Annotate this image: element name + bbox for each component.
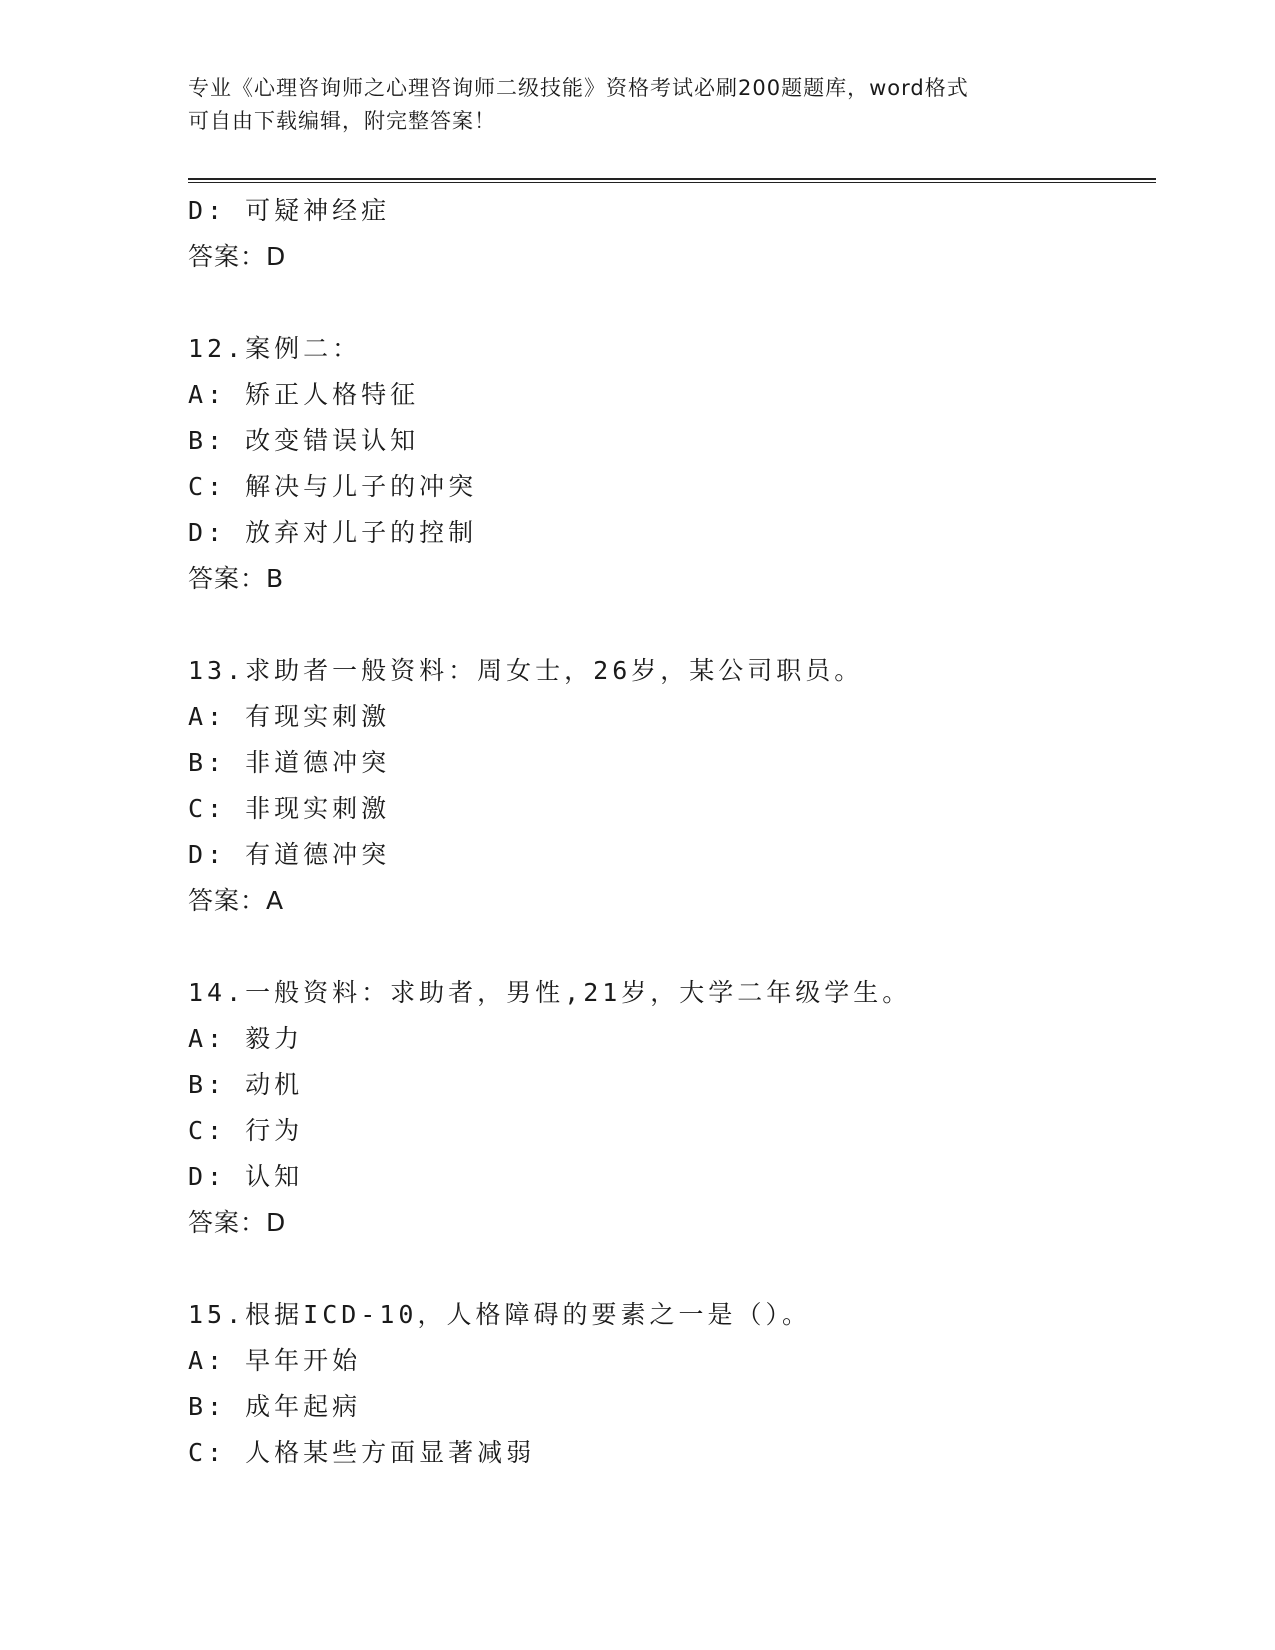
header-title-line-2: 可自由下载编辑，附完整答案！ xyxy=(188,109,496,133)
option-b: B: 非道德冲突 xyxy=(188,748,391,777)
option-d: D: 有道德冲突 xyxy=(188,840,391,869)
option-a: A: 有现实刺激 xyxy=(188,702,391,731)
document-body xyxy=(188,188,1156,1476)
option-a: A: 毅力 xyxy=(188,1024,304,1053)
question-14 xyxy=(188,970,1156,1246)
question-stem: 13.求助者一般资料：周女士，26岁，某公司职员。 xyxy=(188,656,864,685)
previous-question-fragment xyxy=(188,188,1156,280)
question-15 xyxy=(188,1292,1156,1476)
answer-line: 答案：D xyxy=(188,242,287,271)
option-b: B: 成年起病 xyxy=(188,1392,362,1421)
answer-line: 答案：A xyxy=(188,886,285,915)
option-c: C: 行为 xyxy=(188,1116,304,1145)
question-stem: 14.一般资料：求助者，男性,21岁，大学二年级学生。 xyxy=(188,978,912,1007)
option-a: A: 矫正人格特征 xyxy=(188,380,420,409)
question-13 xyxy=(188,648,1156,924)
option-d: D: 认知 xyxy=(188,1162,304,1191)
option-c: C: 人格某些方面显著减弱 xyxy=(188,1438,536,1467)
option-line: D: 可疑神经症 xyxy=(188,196,391,225)
option-c: C: 解决与儿子的冲突 xyxy=(188,472,478,501)
question-stem: 12.案例二： xyxy=(188,334,362,363)
page-header xyxy=(188,72,1088,138)
option-d: D: 放弃对儿子的控制 xyxy=(188,518,478,547)
header-title-line-1: 专业《心理咨询师之心理咨询师二级技能》资格考试必刷200题题库，word格式 xyxy=(188,76,969,100)
option-b: B: 改变错误认知 xyxy=(188,426,420,455)
option-b: B: 动机 xyxy=(188,1070,304,1099)
option-c: C: 非现实刺激 xyxy=(188,794,391,823)
option-a: A: 早年开始 xyxy=(188,1346,362,1375)
header-divider xyxy=(188,178,1156,183)
question-stem: 15.根据ICD-10，人格障碍的要素之一是（）。 xyxy=(188,1300,811,1329)
answer-line: 答案：B xyxy=(188,564,285,593)
answer-line: 答案：D xyxy=(188,1208,287,1237)
question-12 xyxy=(188,326,1156,602)
